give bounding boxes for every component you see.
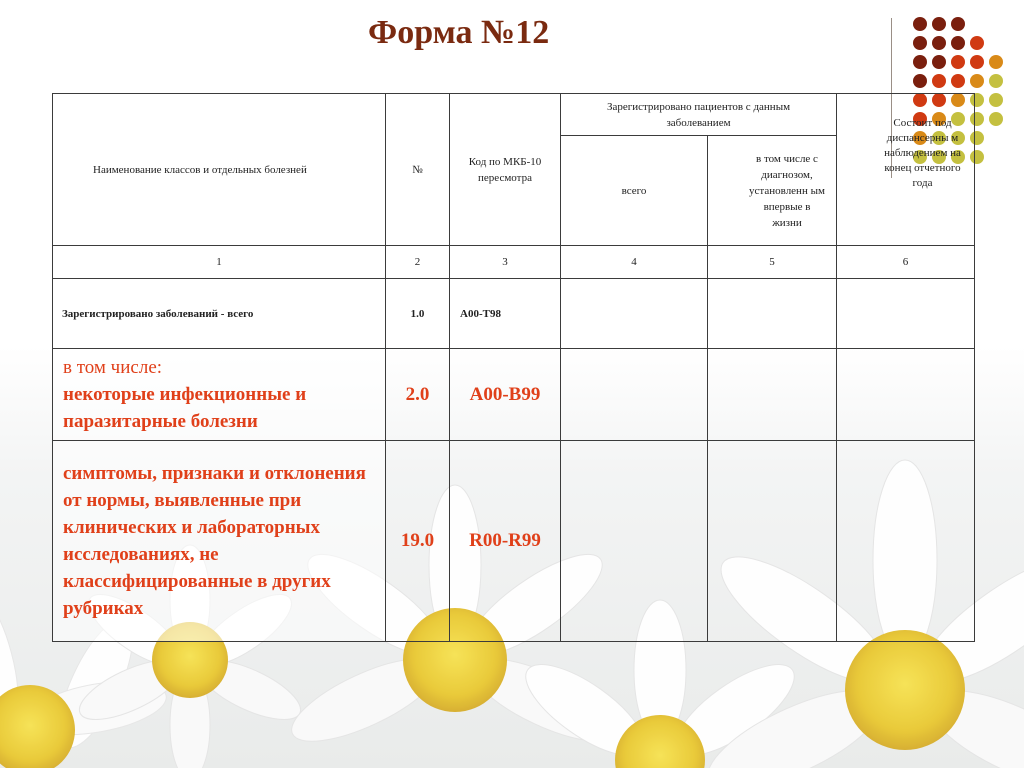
form-12-table	[52, 93, 975, 642]
decorative-dot	[989, 93, 1003, 107]
header-dispensary: Состоит под диспансерны м наблюдением на конец отчетного года	[837, 94, 975, 246]
row-number: 19.0	[386, 441, 450, 642]
page-title: Форма №12	[368, 14, 550, 51]
column-number: 6	[837, 246, 975, 279]
column-number: 2	[386, 246, 450, 279]
decorative-dot	[970, 36, 984, 50]
decorative-dot	[951, 55, 965, 69]
column-number: 5	[708, 246, 837, 279]
cell-total	[561, 441, 708, 642]
row-disease-name: Зарегистрировано заболеваний - всего	[53, 279, 386, 349]
cell-dispensary	[837, 441, 975, 642]
row-number: 2.0	[386, 349, 450, 441]
decorative-dot	[932, 36, 946, 50]
header-registered-patients: Зарегистрировано пациентов с данным заболеванием	[561, 94, 837, 136]
header-icd-code: Код по МКБ-10 пересмотра	[450, 94, 561, 246]
table-row	[53, 279, 975, 349]
row-disease-name: симптомы, признаки и отклонения от нормы, выявленные при клинических и лабораторных исследованиях, не классифицированные в других рубриках	[53, 441, 386, 642]
cell-dispensary	[837, 279, 975, 349]
decorative-dot	[913, 36, 927, 50]
header-total: всего	[561, 136, 708, 246]
decorative-dot	[932, 74, 946, 88]
decorative-dot	[970, 55, 984, 69]
table-row	[53, 441, 975, 642]
decorative-dot	[951, 74, 965, 88]
row-number: 1.0	[386, 279, 450, 349]
row-disease-name	[53, 349, 386, 441]
row-disease-text: некоторые инфекционные и паразитарные болезни	[63, 384, 307, 432]
decorative-dot	[932, 55, 946, 69]
column-number: 4	[561, 246, 708, 279]
decorative-dot	[932, 17, 946, 31]
decorative-dot	[989, 55, 1003, 69]
decorative-dot	[989, 112, 1003, 126]
row-icd-code: A00-B99	[450, 349, 561, 441]
decorative-dot	[989, 74, 1003, 88]
decorative-dot	[913, 17, 927, 31]
table-header-row	[53, 94, 975, 136]
column-number: 1	[53, 246, 386, 279]
cell-first-time	[708, 349, 837, 441]
cell-first-time	[708, 279, 837, 349]
cell-dispensary	[837, 349, 975, 441]
row-icd-code: R00-R99	[450, 441, 561, 642]
header-disease-name: Наименование классов и отдельных болезней	[53, 94, 386, 246]
column-number: 3	[450, 246, 561, 279]
table-row	[53, 349, 975, 441]
decorative-dot	[970, 74, 984, 88]
header-number: №	[386, 94, 450, 246]
header-first-time-diagnosis: в том числе с диагнозом, установленн ым впервые в жизни	[708, 136, 837, 246]
cell-total	[561, 349, 708, 441]
cell-first-time	[708, 441, 837, 642]
cell-total	[561, 279, 708, 349]
row-prefix: в том числе:	[63, 357, 163, 378]
decorative-dot	[913, 55, 927, 69]
column-number-row	[53, 246, 975, 279]
decorative-dot	[951, 17, 965, 31]
decorative-dot	[913, 74, 927, 88]
row-icd-code: A00-T98	[450, 279, 561, 349]
decorative-dot	[951, 36, 965, 50]
